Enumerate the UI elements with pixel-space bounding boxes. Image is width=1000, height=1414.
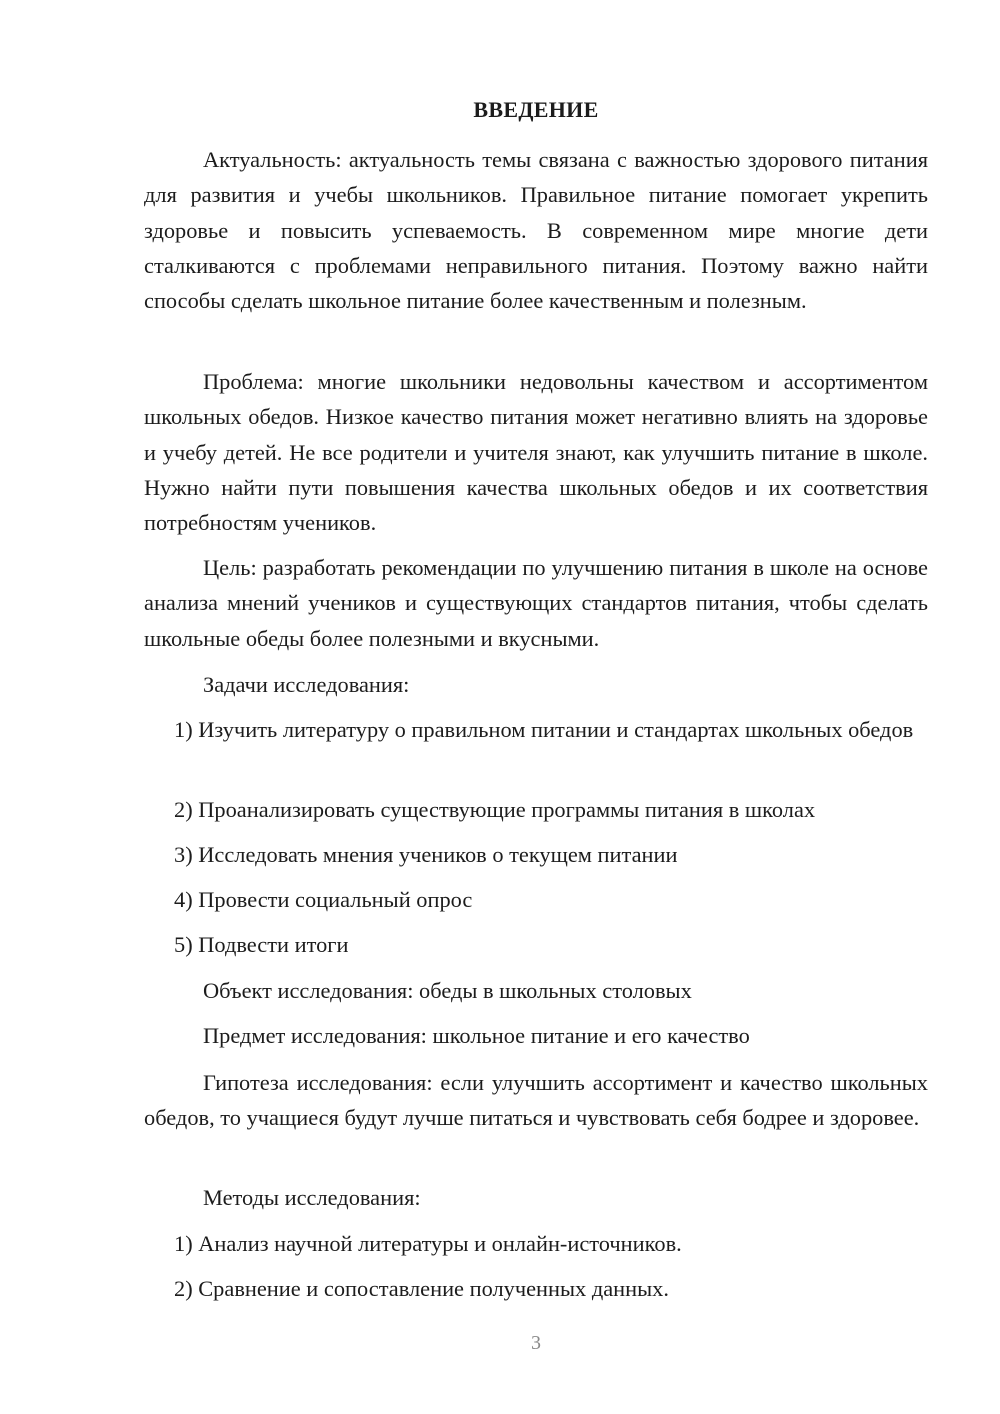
tasks-heading: Задачи исследования:: [203, 672, 410, 697]
research-subject: Предмет исследования: школьное питание и его качество: [203, 1023, 750, 1048]
paragraph-relevance: Актуальность: актуальность темы связана с важностью здорового питания для развития и учебы школьников. Правильное питание помогает укрепить здоровье и повысить успеваемость. В современном мире многие дети сталкиваются с проблемами неправильного питания. Поэтому важно найти способы сделать школьное питание более качественным и полезным.: [144, 147, 928, 314]
methods-heading: Методы исследования:: [203, 1185, 421, 1210]
paragraph-hypothesis: Гипотеза исследования: если улучшить ассортимент и качество школьных обедов, то учащиеся будут лучше питаться и чувствовать себя бодрее и здоровее.: [144, 1070, 928, 1131]
task-item-5: 5) Подвести итоги: [174, 932, 349, 957]
task-item-1: 1) Изучить литературу о правильном питании и стандартах школьных обедов: [174, 717, 914, 742]
task-item-2: 2) Проанализировать существующие программы питания в школах: [174, 797, 816, 822]
page-title: ВВЕДЕНИЕ: [473, 97, 599, 122]
task-item-4: 4) Провести социальный опрос: [174, 887, 473, 912]
method-item-2: 2) Сравнение и сопоставление полученных данных.: [174, 1276, 669, 1301]
task-item-3: 3) Исследовать мнения учеников о текущем питании: [174, 842, 678, 867]
research-object: Объект исследования: обеды в школьных столовых: [203, 978, 692, 1003]
paragraph-goal: Цель: разработать рекомендации по улучшению питания в школе на основе анализа мнений учеников и существующих стандартов питания, чтобы сделать школьные обеды более полезными и вкусными.: [144, 555, 928, 651]
method-item-1: 1) Анализ научной литературы и онлайн-источников.: [174, 1231, 682, 1256]
page-number: 3: [531, 1332, 541, 1354]
paragraph-problem: Проблема: многие школьники недовольны качеством и ассортиментом школьных обедов. Низкое качество питания может негативно влиять на здоровье и учебу детей. Не все родители и учителя знают, как улучшить питание в школе. Нужно найти пути повышения качества школьных обедов и их соответствия потребностям учеников.: [144, 369, 928, 536]
